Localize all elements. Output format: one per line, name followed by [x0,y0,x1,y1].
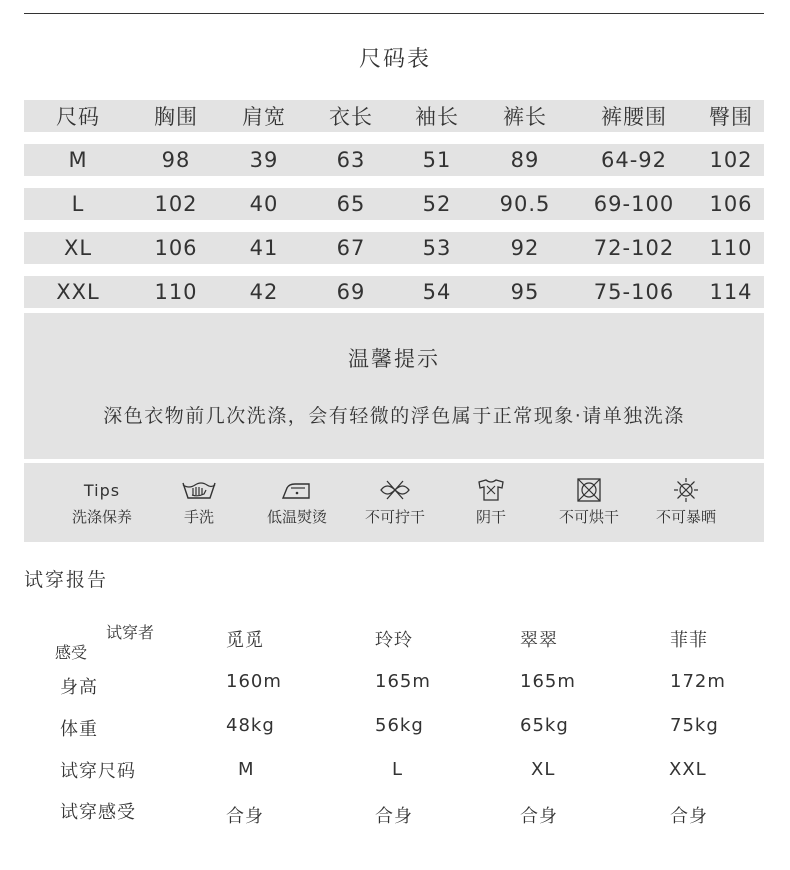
report-cell: 合身 [670,806,708,827]
notice-panel [24,313,764,459]
row-label-feeling: 试穿感受 [60,802,136,823]
table-cell: 106 [154,236,198,260]
size-chart-header-row [24,100,764,132]
report-cell: 160m [226,671,282,692]
size-chart-title: 尺码表 [358,47,431,72]
table-cell: 95 [510,280,540,304]
low-iron-icon [252,477,342,503]
care-item-no-wring [350,477,440,527]
table-cell: 41 [249,236,279,260]
table-cell: 102 [709,148,753,172]
care-item-low-iron [252,477,342,527]
table-cell: 110 [709,236,753,260]
table-row [24,232,764,264]
header-cell: 肩宽 [242,105,286,129]
table-cell: 65 [336,192,366,216]
table-cell: 52 [422,192,452,216]
row-label-size: 试穿尺码 [60,761,136,782]
table-cell: 106 [709,192,753,216]
table-cell: 102 [154,192,198,216]
care-label: 低温熨烫 [266,508,327,526]
notice-title: 温馨提示 [348,347,440,371]
table-cell: 54 [422,280,452,304]
table-cell: 69 [336,280,366,304]
care-tips [54,477,150,527]
tester-name: 觅觅 [226,630,264,651]
top-divider [24,13,764,14]
tips-sub-label: 洗涤保养 [71,508,132,526]
table-cell: 75-106 [593,280,675,304]
table-cell: 53 [422,236,452,260]
care-item-shade-dry [451,477,531,527]
corner-header-feeling: 感受 [55,643,88,662]
care-label: 不可烘干 [558,508,619,526]
header-cell: 胸围 [154,105,198,129]
tips-label: Tips [83,480,121,500]
care-item-hand-wash [159,477,239,527]
table-row [24,144,764,176]
no-tumble-dry-icon [549,477,629,503]
table-cell: 67 [336,236,366,260]
notice-text: 深色衣物前几次洗涤，会有轻微的浮色属于正常现象·请单独洗涤 [103,405,685,427]
table-cell: XXL [56,280,100,304]
report-cell: 48kg [226,715,275,736]
size-chart-table [24,100,764,320]
corner-header-tester: 试穿者 [106,623,155,642]
care-instructions-panel [24,463,764,542]
table-cell: 69-100 [593,192,675,216]
report-cell: 172m [670,671,726,692]
table-cell: 63 [336,148,366,172]
care-label: 阴干 [475,508,506,526]
header-cell: 衣长 [329,105,373,129]
report-cell: 合身 [520,806,558,827]
fitting-report-title: 试穿报告 [24,569,109,591]
no-sun-icon [646,477,726,503]
table-cell: 51 [422,148,452,172]
report-cell: 75kg [670,715,719,736]
table-cell: 90.5 [499,192,551,216]
care-item-no-sun [646,477,726,527]
table-cell: 64-92 [600,148,668,172]
table-row [24,188,764,220]
report-cell: 65kg [520,715,569,736]
care-label: 手洗 [183,508,214,526]
table-cell: 89 [510,148,540,172]
header-cell: 裤腰围 [601,105,667,129]
hand-wash-icon [159,477,239,503]
row-label-height: 身高 [60,677,98,698]
tester-name: 翠翠 [520,630,558,651]
report-cell: M [238,759,255,780]
table-cell: 39 [249,148,279,172]
table-cell: 40 [249,192,279,216]
table-cell: 114 [709,280,753,304]
care-label: 不可拧干 [364,508,425,526]
header-cell: 臀围 [709,105,753,129]
table-cell: XL [63,236,93,260]
care-item-no-tumble-dry [549,477,629,527]
table-cell: M [68,148,88,172]
report-cell: 56kg [375,715,424,736]
table-cell: L [71,192,85,216]
header-cell: 袖长 [415,105,459,129]
header-cell: 尺码 [56,105,100,129]
report-cell: XXL [669,759,707,780]
row-label-weight: 体重 [60,719,98,740]
report-cell: XL [531,759,556,780]
table-cell: 72-102 [593,236,675,260]
no-wring-icon [350,477,440,503]
table-cell: 92 [510,236,540,260]
tester-name: 菲菲 [670,630,708,651]
table-cell: 98 [161,148,191,172]
table-row [24,276,764,308]
tester-name: 玲玲 [375,630,413,651]
report-cell: 165m [375,671,431,692]
shade-dry-icon [451,477,531,503]
report-cell: 合身 [226,806,264,827]
report-cell: 合身 [375,806,413,827]
care-label: 不可暴晒 [655,508,716,526]
report-cell: L [392,759,404,780]
report-cell: 165m [520,671,576,692]
table-cell: 110 [154,280,198,304]
header-cell: 裤长 [503,105,547,129]
table-cell: 42 [249,280,279,304]
